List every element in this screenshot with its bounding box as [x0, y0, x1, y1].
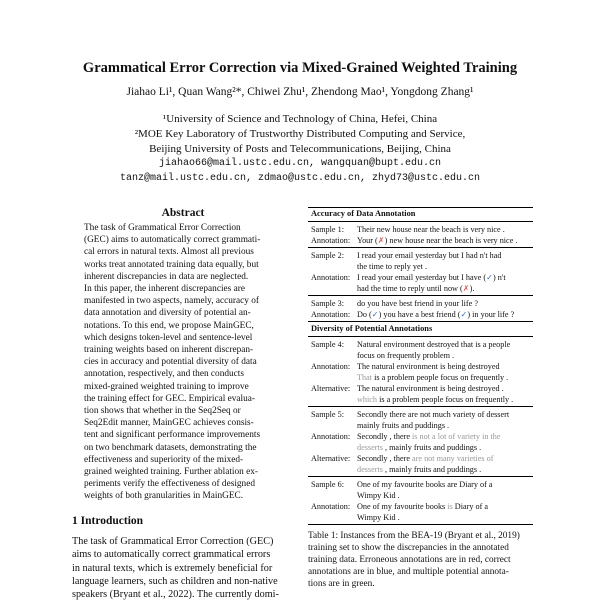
row-text: I read your email yesterday but I have (✓) n't had the time to reply until now (✗). [357, 273, 506, 293]
row-label: Annotation: [311, 310, 351, 319]
row-text: I read your email yesterday but I had n't had the time to reply yet . [357, 251, 502, 271]
row-text: One of my favourite books are Diary of a Wimpy Kid . [357, 480, 493, 500]
row-text: Natural environment destroyed that is a people focus on frequently problem . [357, 340, 511, 360]
abstract-line: the training effect for GEC. Empirical evalua- [84, 393, 255, 404]
abstract-line: data annotation and diversity of potential an- [84, 308, 251, 319]
caption-line: tions are in green. [308, 579, 375, 589]
row-text: Their new house near the beach is very nice . [357, 225, 505, 234]
table-row-sample4 [311, 339, 510, 361]
table-row-annotation6 [311, 501, 488, 523]
abstract-heading: Abstract [161, 207, 205, 219]
table-rule [308, 221, 533, 222]
row-label: Sample 2: [311, 251, 344, 260]
abstract-line: tion shows that whether in the Seq2Seq or [84, 406, 241, 417]
table-row-sample3 [311, 298, 478, 309]
paper-title: Grammatical Error Correction via Mixed-Grained Weighted Training [82, 60, 518, 76]
abstract-line: cies in accuracy and potential diversity of data [84, 357, 257, 368]
row-label: Annotation: [311, 502, 351, 511]
affiliation-2: ²MOE Key Laboratory of Trustworthy Distributed Computing and Service, [134, 128, 466, 140]
intro-line: The task of Grammatical Error Correction (GEC) [72, 536, 274, 547]
table-row-sample1 [311, 224, 505, 235]
row-text: Secondly , there is not a lot of variety in the desserts , mainly fruits and puddings . [357, 432, 501, 452]
author-list: Jiahao Li¹, Quan Wang²*, Chiwei Zhu¹, Zhendong Mao¹, Yongdong Zhang¹ [126, 86, 474, 98]
table-caption [308, 530, 536, 590]
caption-line: annotations are in blue, and multiple potential annota- [308, 567, 509, 577]
table-section-diversity: Diversity of Potential Annotations [311, 324, 433, 333]
abstract-line: effectiveness and superiority of the mixed- [84, 454, 244, 465]
abstract-line: In this paper, the inherent discrepancies are [84, 284, 245, 295]
abstract-line: manifested in two aspects, namely, accuracy of [84, 296, 259, 307]
table-row-alternative4 [311, 383, 513, 405]
intro-line: speakers (Bryant et al., 2022). The currently domi- [72, 589, 279, 601]
row-label: Sample 4: [311, 340, 344, 349]
abstract-line: mixed-grained weighted training to improve [84, 381, 249, 392]
table-row-annotation4 [311, 361, 508, 383]
row-label: Alternative: [311, 384, 351, 393]
cross-mark-icon: ✗ [462, 284, 470, 293]
affiliation-1: ¹University of Science and Technology of China, Hefei, China [162, 113, 438, 125]
emails-line-1: jiahao66@mail.ustc.edu.cn, wangquan@bupt.edu.cn [158, 158, 442, 169]
abstract-line: The task of Grammatical Error Correction [84, 223, 241, 233]
table-rule [308, 247, 533, 248]
row-text: The natural environment is being destroyed That is a problem people focus on frequently . [357, 362, 509, 382]
row-label: Annotation: [311, 236, 351, 245]
table-row-annotation3 [311, 309, 514, 320]
table-bottom-rule [308, 524, 533, 525]
abstract-line: works treat annotated training data equally, but [84, 259, 259, 270]
abstract-line: grained weighted training. Further ablation ex- [84, 467, 259, 478]
affiliation-3: Beijing University of Posts and Telecommunications, Beijing, China [149, 143, 451, 155]
row-label: Sample 6: [311, 480, 344, 489]
abstract-line: weights of both granularities in MainGEC. [84, 491, 244, 502]
row-label: Annotation: [311, 273, 351, 282]
intro-line: language learners, such as children and non-native [72, 575, 278, 587]
table-row-sample2 [311, 250, 501, 272]
table-row-annotation5 [311, 431, 500, 453]
row-text: Your (✗) new house near the beach is very nice . [357, 236, 518, 245]
table-section-accuracy: Accuracy of Data Annotation [311, 209, 416, 218]
abstract-line: tent and significant performance improvements [84, 430, 261, 441]
row-text: Secondly , there are not many varieties of desserts , mainly fruits and puddings . [357, 454, 494, 474]
abstract-line: cal errors in natural texts. Almost all previous [84, 247, 254, 258]
caption-line: training set to show the discrepancies in the annotated [308, 543, 509, 553]
emails-line-2: tanz@mail.ustc.edu.cn, zdmao@ustc.edu.cn, zhyd73@ustc.edu.cn [119, 173, 481, 184]
intro-line: aims to automatically correct grammatical errors [72, 549, 271, 561]
table-row-sample6 [311, 479, 493, 501]
table-row-sample5 [311, 409, 509, 431]
intro-heading: 1 Introduction [72, 515, 144, 527]
abstract-line: training weights based on inherent discrepan- [84, 345, 254, 356]
table-row-annotation1 [311, 235, 517, 246]
cross-mark-icon: ✗ [377, 236, 385, 245]
intro-line: in natural texts, which is extremely beneficial for [72, 562, 273, 574]
row-label: Sample 5: [311, 410, 344, 419]
abstract-line: notations. To this end, we propose MainGEC, [84, 320, 254, 331]
row-label: Sample 1: [311, 225, 344, 234]
abstract-line: periments verify the effectiveness of designed [84, 479, 255, 490]
check-mark-icon: ✓ [371, 310, 379, 319]
row-text: The natural environment is being destroyed . which is a problem people focus on frequently . [357, 384, 514, 404]
row-label: Alternative: [311, 454, 351, 463]
check-mark-icon: ✓ [460, 310, 468, 319]
row-label: Annotation: [311, 362, 351, 371]
caption-line: Table 1: Instances from the BEA-19 (Bryant et al., 2019) [308, 531, 520, 541]
table-rule [308, 295, 533, 296]
check-mark-icon: ✓ [486, 273, 494, 282]
table-rule [308, 336, 533, 337]
row-text: do you have best friend in your life ? [357, 299, 478, 308]
row-text: Do (✓) you have a best friend (✓) in your life ? [357, 310, 515, 319]
intro-body [72, 535, 297, 601]
abstract-line: inherent discrepancies in data are neglected. [84, 271, 249, 282]
table-top-rule [308, 207, 533, 208]
abstract-body [84, 222, 280, 503]
abstract-line: which designs token-level and sentence-level [84, 332, 253, 343]
abstract-line: annotation, respectively, and then conducts [84, 369, 244, 380]
row-text: One of my favourite books is Diary of a Wimpy Kid . [357, 502, 488, 522]
caption-line: training data. Erroneous annotations are in red, correct [308, 555, 511, 565]
table-mid-rule [308, 321, 533, 322]
table-rule [308, 406, 533, 407]
row-label: Sample 3: [311, 299, 344, 308]
abstract-line: Seq2Edit manner, MainGEC achieves consis- [84, 418, 254, 429]
row-text: Secondly there are not much variety of dessert mainly fruits and puddings . [357, 410, 510, 430]
table-row-alternative5 [311, 453, 493, 475]
abstract-line: on two benchmark datasets, demonstrating the [84, 442, 257, 453]
row-label: Annotation: [311, 432, 351, 441]
table-row-annotation2 [311, 272, 506, 294]
table-rule [308, 476, 533, 477]
abstract-line: (GEC) aims to automatically correct grammati- [84, 235, 261, 246]
